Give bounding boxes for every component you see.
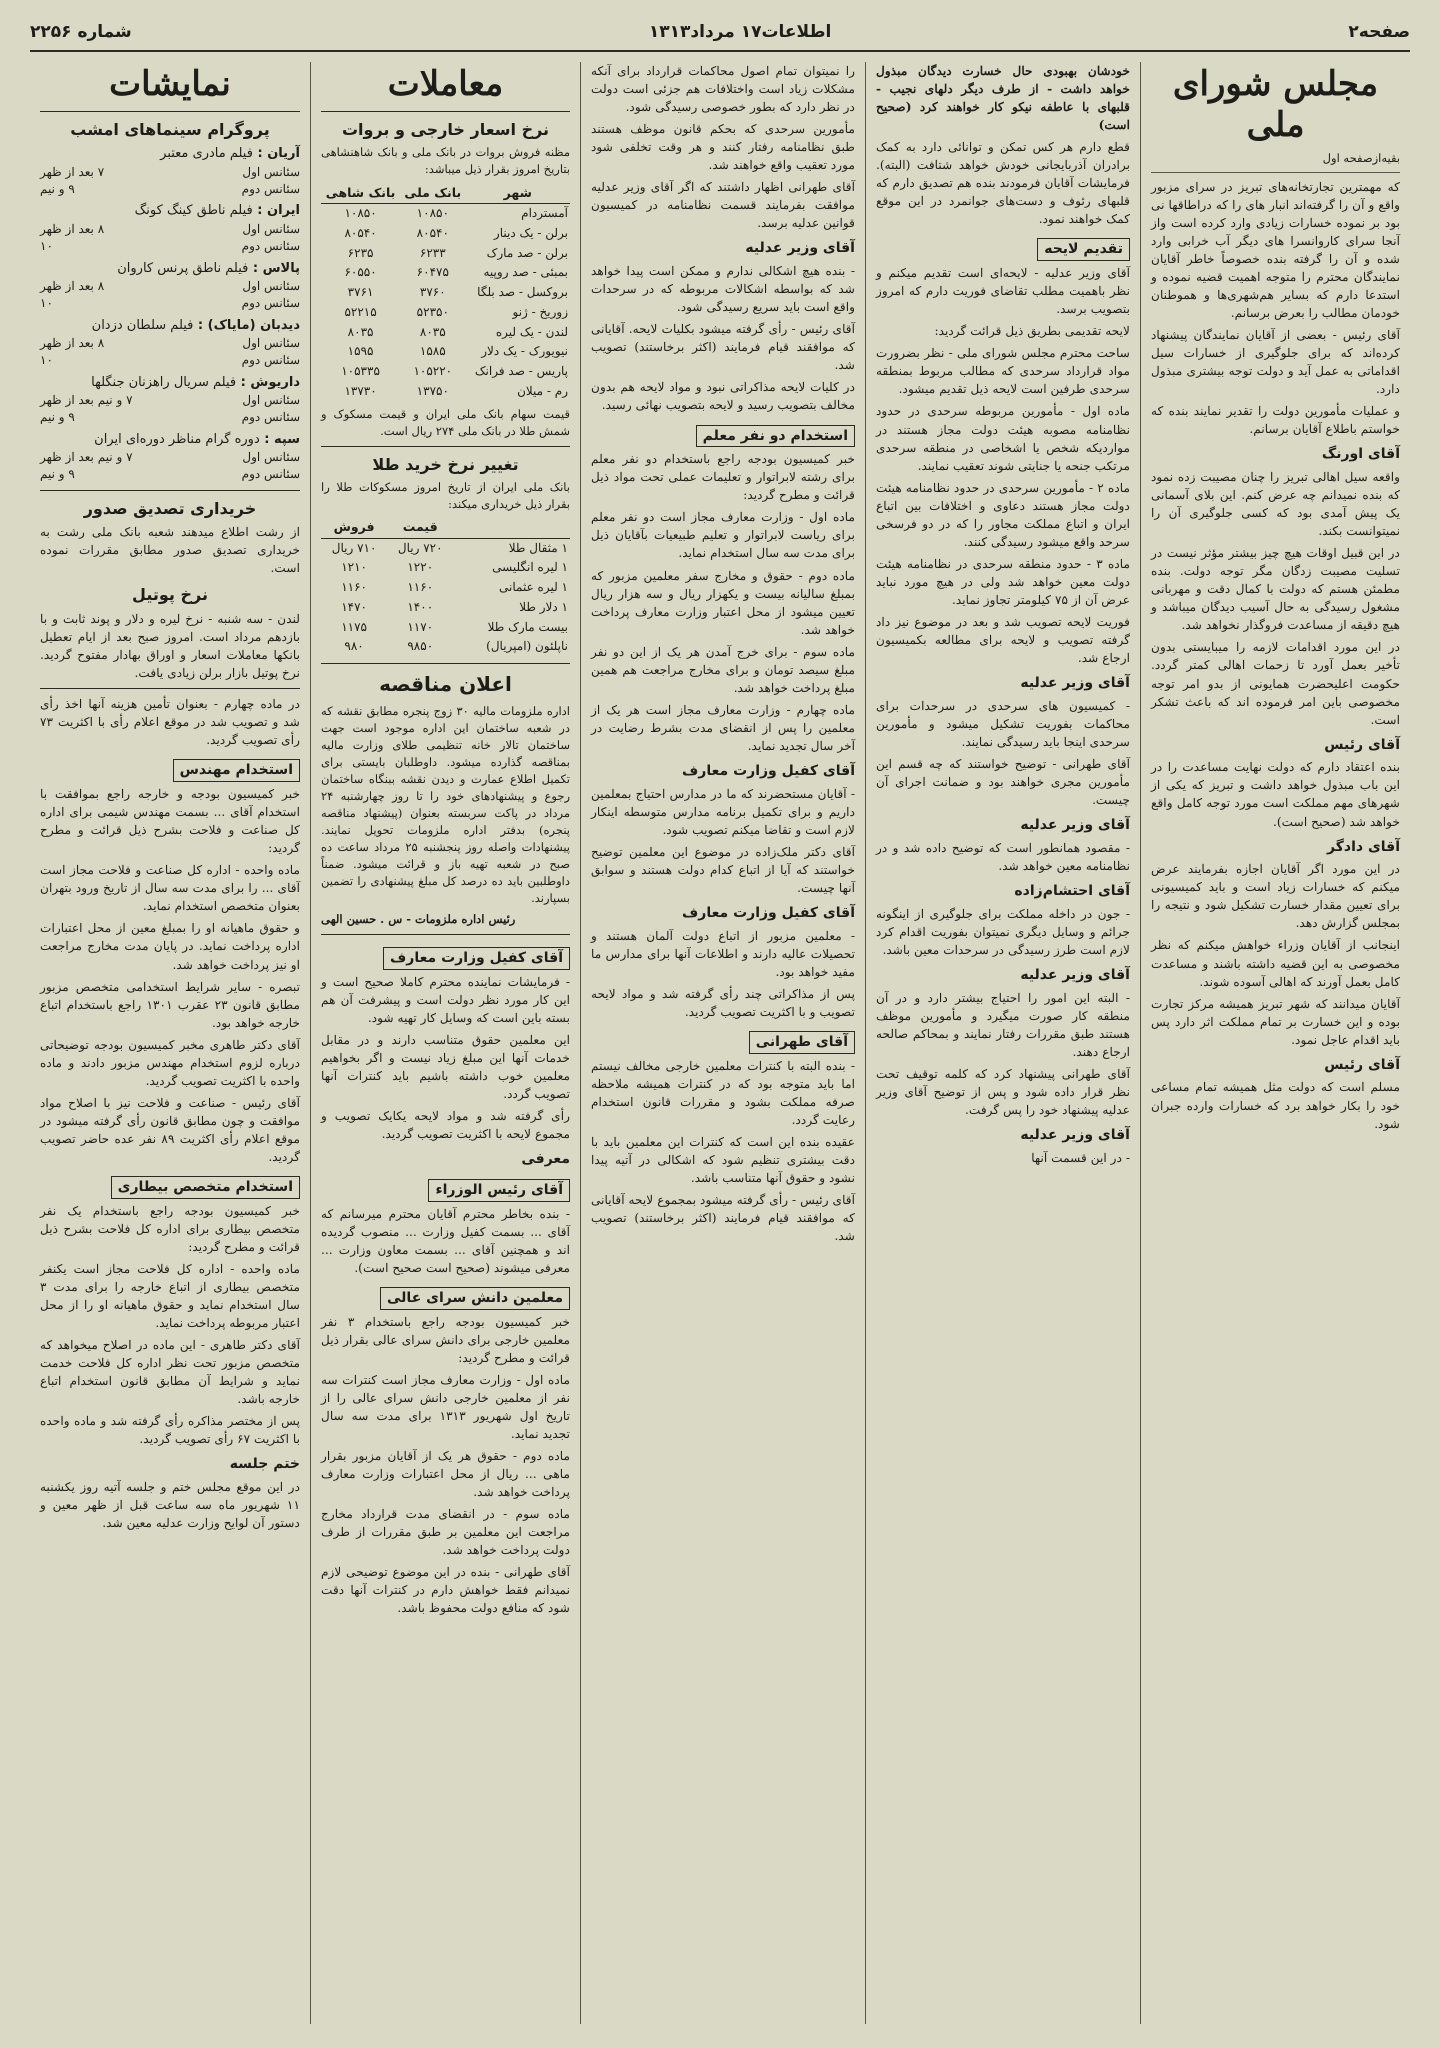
rates-note: قیمت سهام بانک ملی ایران و قیمت مسکوک و شمش طلا در بانک ملی ۲۷۴ ریال است.	[321, 406, 570, 438]
cell: ۶۰۴۷۵	[416, 265, 449, 280]
paragraph: خبر کمیسیون بودجه راجع باستخدام ۳ نفر معلمین خارجی برای دانش سرای عالی بقرار ذیل قرائت و مطرح گردید:	[321, 1314, 571, 1365]
cinema-name: داریوش	[250, 374, 300, 390]
paragraph: رأی گرفته شد و مواد لایحه یکایک تصویب و مجموع لایحه با اکثریت تصویب گردید.	[321, 1109, 570, 1142]
cell: ۸۰۳۵	[347, 324, 374, 339]
cinema-film: فیلم ناطق کینگ کونگ	[134, 203, 253, 219]
majlis-subtitle: بقیه‌ازصفحه اول	[1322, 150, 1400, 165]
export-certificate-heading: خریداری تصدیق صدور	[83, 498, 257, 518]
cell: ۱ لیره انگلیسی	[492, 560, 568, 575]
table-row	[321, 204, 570, 224]
session-time: ۷ و نیم بعد از ظهر	[40, 392, 133, 407]
column-majlis	[1140, 62, 1410, 2024]
divider	[1151, 172, 1400, 173]
cell: ۱۰۸۵۰	[416, 206, 449, 220]
paragraph: پس از مختصر مذاکره رأی گرفته شد و ماده واحده با اکثریت ۶۷ رأی تصویب گردید.	[40, 1414, 300, 1447]
cell: ۱۴۰۰	[407, 599, 434, 614]
paragraph: ماده چهارم - وزارت معارف مجاز است هر یک از معلمین را پس از انقضای مدت بشرط رضایت در آخر سال تجدید نماید.	[591, 702, 855, 753]
paragraph: - آقایان مستحضرند که ما در مدارس احتیاج بمعلمین داریم و برای تکمیل برنامه مدارس متوسطه اینکار لازم است و تقاضا میکنم تصویب شود.	[591, 786, 855, 837]
paragraph: ماده دوم - حقوق و مخارج سفر معلمین مزبور که بمبلغ سالیانه بیست و یکهزار ریال و سه هزار ریال تعیین میشود از محل اعتبار وزارت معارف پرداخت خواهد شد.	[591, 568, 855, 637]
section-heading-introduction: معرفی	[521, 1151, 570, 1168]
cell: زوریخ - ژنو	[512, 304, 568, 319]
tender-heading: اعلان مناقصه	[379, 672, 512, 697]
exchange-rates-table	[321, 183, 570, 402]
divider	[40, 490, 300, 491]
column-header	[453, 517, 570, 538]
paragraph: لندن - سه شنبه - نرخ لیره و دلار و پوند ثابت و با بازدهم مرداد است. امروز صبح بعد از ایام تعطیل بانکها معاملات اسعار و اوراق بهادار مفتوح گردید. نرخ پوتیل بازار برلن زیادی یافت.	[40, 612, 300, 681]
paragraph: آقای دکتر ملک‌زاده در موضوع این معلمین توضیح خواستند که آیا از اتباع کدام دولت هستند و سوابق آنها چیست.	[591, 844, 855, 895]
divider	[321, 446, 570, 447]
transactions-title: معاملات	[387, 64, 504, 104]
cinema-entry: دیدبان (مایاک) : فیلم سلطان دزدان سئانس اول ۸ بعد از ظهر سئانس دوم ۱۰	[40, 316, 300, 370]
cell: ۱ دلار طلا	[519, 599, 568, 614]
session-time: ۷ و نیم بعد از ظهر	[40, 449, 133, 464]
table-header-row	[321, 183, 570, 204]
session-time: ۹ و نیم	[40, 182, 75, 197]
paragraph: ماده سوم - در انقضای مدت قرارداد مخارج مراجعت این معلمین بر طبق مقررات از طرف دولت پرداخت خواهد شد.	[321, 1506, 570, 1558]
table-row	[321, 578, 570, 598]
cell: ۵۲۳۵۰	[416, 304, 449, 319]
paragraph: واقعه سیل اهالی تبریز را چنان مصیبت زده نمود که بنده نمیدانم چه عرض کنم. این بلای آسمانی یک پیش آمدی بود که کسی جلوگیری آن را نمیتوانست بکند.	[1151, 469, 1400, 539]
paragraph: ماده ۲ - مأمورین سرحدی در حدود نظامنامه هیئت دولت مجاز هستند دعاوی و اختلافات بین اتباع ایران و اتباع مملکت مجاور را که در دو فرسخی سرحد واقع میشود رسیدگی کنند.	[876, 480, 1131, 549]
table-row	[321, 538, 570, 558]
cinema-entry: پالاس : فیلم ناطق پرنس کاروان سئانس اول ۸ بعد از ظهر سئانس دوم ۱۰	[40, 259, 300, 313]
gold-rates-table	[321, 517, 570, 657]
cinema-entry: آریان : فیلم مادری معتبر سئانس اول ۷ بعد از ظهر سئانس دوم ۹ و نیم	[40, 144, 300, 198]
divider	[321, 663, 570, 664]
session-time: ۸ بعد از ظهر	[40, 221, 105, 236]
cell: ۱۵۸۵	[419, 344, 446, 359]
paragraph: ماده اول - وزارت معارف مجاز است کنترات سه نفر از معلمین خارجی دانش سرای عالی را از تاریخ اول شهریور ۱۳۱۳ برای مدت سه سال تجدید نماید.	[321, 1372, 570, 1441]
divider	[40, 111, 300, 112]
table-row	[321, 342, 570, 362]
paragraph: اینجانب از آقایان وزراء خواهش میکنم که نظر مخصوصی به این قضیه داشته باشند و مساعدت کامل بعمل آورند که اهالی آسوده شوند.	[1151, 938, 1400, 989]
section-heading-teachers: استخدام دو نفر معلم	[696, 425, 855, 448]
paragraph: در ماده چهارم - بعنوان تأمین هزینه آنها اخذ رأی شد و تصویب شد در موقع اعلام رأی با اکثریت ۷۳ رأی تصویب گردید.	[40, 697, 300, 748]
paragraph: و عملیات مأمورین دولت را تقدیر نمایند بنده که خواستم باطلاع آقایان برسانم.	[1151, 404, 1400, 437]
paragraph: ساحت محترم مجلس شورای ملی - نظر بضرورت مواد قرارداد سرحدی که مطالب مربوط بمنطقه سرحدی طرفین است لایحه ذیل تقدیم میشود.	[876, 346, 1130, 397]
paragraph: - مقصود همانطور است که توضیح داده شد و در نظامنامه معین خواهد شد.	[876, 840, 1130, 873]
paragraph: ماده ۳ - حدود منطقه سرحدی در نظامنامه هیئت دولت معین خواهد شد ولی در هیچ مورد نباید عرض آن از ۷۵ کیلومتر تجاوز نماید.	[876, 556, 1131, 607]
column-bills	[865, 62, 1140, 2024]
cell: بمبئی - صد روپیه	[483, 265, 568, 280]
column-header: شهر	[465, 183, 570, 204]
cinema-name: آریان	[267, 146, 300, 162]
paragraph: از رشت اطلاع میدهند شعبه بانک ملی رشت به خریداری تصدیق صدور مطابق مقررات نموده است.	[40, 525, 300, 576]
table-row	[321, 382, 570, 402]
cell: ۱ مثقال طلا	[508, 540, 568, 555]
cell: لندن - یک لیره	[495, 324, 568, 339]
paragraph: ماده واحده - اداره کل فلاحت مجاز است یکنفر متخصص بیطاری از اتباع خارجه را برای مدت ۳ سال استخدام نماید و حقوق ماهیانه او را از محل اعتبار مربوطه پرداخت نماید.	[40, 1261, 300, 1331]
cinema-entry: داریوش : فیلم سریال راهزنان جنگلها سئانس اول ۷ و نیم بعد از ظهر سئانس دوم ۹ و نیم	[40, 373, 300, 427]
column-header: بانک شاهی	[321, 183, 400, 204]
table-row	[321, 637, 570, 657]
session-time: ۱۰	[40, 239, 53, 254]
cinema-film: فیلم سلطان دزدان	[91, 317, 194, 333]
speaker-heading: آقای احتشام‌زاده	[1014, 882, 1130, 899]
paragraph: آقای رئیس - رأی گرفته میشود بمجموع لایحه آقایانی که موافقند قیام فرمایند (اکثر برخاستند) تصویب شد.	[591, 1192, 855, 1244]
section-heading-higher-teachers: معلمین دانش سرای عالی	[380, 1287, 570, 1310]
section-heading-session-end: ختم جلسه	[229, 1456, 300, 1473]
cinema-name: ایران	[267, 203, 300, 219]
paragraph: مأمورین سرحدی که بحکم قانون موظف هستند طبق نظامنامه رفتار کنند و هر وقت تخلفی شود مورد تعقیب واقع خواهند شد.	[591, 122, 855, 173]
cell: پاریس - صد فرانک	[474, 364, 568, 378]
speaker-heading: آقای طهرانی	[749, 1031, 855, 1054]
cell: ۱۰۸۵۰	[344, 206, 377, 220]
paragraph: ماده اول - مأمورین مربوطه سرحدی در حدود نظامنامه مصوبه هیئت دولت مجاز هستند در مواردیکه شخص یا اشخاصی در منطقه سرحدی مرتکب جنحه یا جنایتی شوند تعقیب نمایند.	[876, 404, 1130, 473]
table-row	[321, 244, 570, 264]
session-label: سئانس دوم	[241, 296, 300, 311]
cell: ۱۱۶۰	[407, 580, 434, 595]
column-header: بانک ملی	[400, 183, 465, 204]
paragraph: - در این قسمت آنها	[1031, 1150, 1130, 1165]
tender-text: اداره ملزومات مالیه ۳۰ زوج پنجره مطابق نقشه که در شعبه ساختمان این اداره موجود است جهت ساختمان تالار خانه تنظیمی طلای وزارت مالیه بمناقصه گذارده میشود. داوطلبان بایستی برای تکمیل اطلاع عمارت و دیدن نقشه ببنگاه ساختمان رجوع و پیشنهادهای خود را تا روز چهارشنبه ۲۴ مرداد در پاکت سربسته بعنوان (پیشنهاد مناقصه پنجره) بدفتر اداره ملزومات تحویل نمایند. پیشنهادات واصله روز پنجشنبه ۲۵ مرداد ساعت ده صبح در شعبه تهیه باز و قرائت میشود. ضمناً داوطلبین باید ده درصد کل مبلغ پیشنهادی را تضمین بسپارند.	[321, 703, 570, 905]
cell: ۸۰۵۴۰	[344, 225, 377, 240]
table-row	[321, 303, 570, 323]
speaker-heading: آقای وزیر عدلیه	[1020, 675, 1130, 692]
speaker-heading: آقای وزیر عدلیه	[1020, 966, 1130, 983]
cell: ۱۱۷۵	[341, 619, 367, 634]
page-number: صفحه۲	[1348, 22, 1410, 42]
cinema-film: فیلم ناطق پرنس کاروان	[117, 260, 249, 276]
paragraph: ماده سوم - برای خرج آمدن هر یک از این دو نفر مبلغ سیصد تومان و برای مخارج مراجعت هم همین مبلغ پرداخت خواهد شد.	[591, 644, 855, 695]
cell: ۳۷۶۱	[347, 285, 374, 299]
speaker-heading: آقای کفیل وزارت معارف	[682, 762, 855, 779]
cell: ۱۲۱۰	[341, 560, 367, 575]
paragraph: پس از مذاکراتی چند رأی گرفته شد و مواد لایحه تصویب و با اکثریت تصویب گردید.	[591, 986, 855, 1019]
cell: ۸۰۵۴۰	[416, 225, 449, 240]
session-label: سئانس اول	[242, 392, 300, 407]
column-transactions	[310, 62, 580, 2024]
session-time: ۸ بعد از ظهر	[40, 335, 105, 350]
paragraph: و حقوق ماهیانه او را بمبلغ معین از محل اعتبارات اداره پرداخت نماید. در پایان مدت مخارج مراجعت او نیز پرداخت خواهد شد.	[40, 921, 300, 972]
cell: ۱ لیره عثمانی	[499, 580, 568, 595]
column-shows	[30, 62, 310, 2024]
shows-title: نمایشات	[109, 64, 231, 104]
cell: ۱۰۵۳۳۵	[341, 364, 380, 378]
cell: رم - میلان	[517, 383, 568, 398]
issue-number: شماره ۲۲۵۶	[30, 22, 132, 42]
paragraph: آقای طهرانی اظهار داشتند که اگر آقای وزیر عدلیه موافقت بفرمایند قسمت نظامنامه در کمیسیون قوانین عدلیه برسد.	[591, 180, 855, 231]
session-label: سئانس دوم	[241, 239, 300, 254]
column-header: فروش	[321, 517, 387, 538]
tender-signature: رئیس اداره ملزومات - س . حسین الهی	[321, 912, 516, 927]
speaker-heading: آقای وزیر عدلیه	[1020, 817, 1130, 834]
speaker-heading: آقای رئیس	[1324, 736, 1400, 753]
paragraph: در این مورد اگر آقایان اجازه بفرمایند عرض میکنم که خسارات زیاد است و باید کمیسیونی برای تعیین مقدار خسارت تشکیل شود و نتیجه را بمجلس گزارش دهد.	[1151, 862, 1400, 931]
paragraph: آقای طهرانی پیشنهاد کرد که کلمه توقیف تحت نظر قرار داده شود و پس از توضیح آقای وزیر عدلیه پیشنهاد خود را پس گرفت.	[876, 1066, 1130, 1117]
table-row	[321, 558, 570, 578]
divider	[321, 111, 570, 112]
speaker-heading: آقای کفیل وزارت معارف	[383, 947, 570, 970]
cinema-name: پالاس	[262, 260, 300, 276]
cinema-name: دیدبان (مایاک)	[207, 317, 300, 333]
session-time: ۸ بعد از ظهر	[40, 278, 105, 293]
session-label: سئانس دوم	[241, 410, 300, 425]
table-header-row	[321, 517, 570, 538]
cell: آمستردام	[521, 206, 568, 220]
session-label: سئانس دوم	[241, 182, 300, 197]
cell: ناپلئون (امپریال)	[486, 639, 568, 654]
speaker-heading: آقای دادگر	[1327, 838, 1400, 855]
column-header: قیمت	[387, 517, 453, 538]
cinema-film: فیلم مادری معتبر	[160, 146, 253, 162]
session-label: سئانس اول	[242, 164, 300, 179]
cell: بروکسل - صد بلگا	[477, 285, 568, 299]
paragraph: - جون در داخله مملکت برای جلوگیری از اینگونه جرائم و وسایل دیگری نمیتوان بفوریت اقدام کرد لازم است طرز رسیدگی در سرحدات معین باشد.	[876, 906, 1130, 957]
cinema-entry: سپه : دوره گرام مناظر دوره‌ای ایران سئانس اول ۷ و نیم بعد از ظهر سئانس دوم ۹ و نیم	[40, 430, 300, 484]
speaker-heading: آقای کفیل وزارت معارف	[682, 904, 855, 921]
cell: برلن - یک دینار	[493, 225, 568, 240]
table-row	[321, 263, 570, 283]
paragraph: آقای دکتر طاهری - این ماده در اصلاح میخواهد که متخصص مزبور تحت نظر اداره کل فلاحت خدمت نماید و شرایط آن مطابق قانون استخدام اتباع خارجه باشد.	[40, 1338, 300, 1407]
gold-intro: بانک ملی ایران از تاریخ امروز مسکوکات طلا را بقرار ذیل خریداری میکند:	[321, 480, 570, 512]
cinema-film: فیلم سریال راهزنان جنگلها	[91, 374, 237, 390]
session-label: سئانس اول	[242, 335, 300, 350]
cinema-name: سپه	[274, 431, 300, 447]
cell: ۹۸۰	[344, 639, 364, 654]
cell: ۱۴۷۰	[341, 599, 367, 614]
paragraph: این معلمین حقوق متناسب دارند و در مقابل خدمات آنها این مبلغ زیاد نیست و اگر بخواهیم معلمین خوب داشته باشیم باید کنترات آنها تصویب گردد.	[321, 1032, 570, 1102]
cell: ۱۱۶۰	[341, 580, 367, 595]
cell: ۶۲۳۳	[419, 245, 446, 260]
cell: ۱۱۷۰	[407, 619, 434, 634]
cell: نیویورک - یک دلار	[481, 344, 568, 359]
paragraph: لایحه تقدیمی بطریق ذیل قرائت گردید:	[934, 324, 1130, 339]
cell: ۱۳۷۳۰	[344, 383, 377, 398]
cell: ۷۲۰ ریال	[397, 540, 443, 555]
paragraph: قطع دارم هر کس تمکن و توانائی دارد به کمک برادران آذربایجانی خودش خواهد شتافت (البته). فرمایشات آقایان فرمودند بنده هم تصدیق دارم که قلبهای رئوف و دست‌های جوانمرد در این موقع کمک خواهند نمود.	[876, 140, 1130, 227]
paragraph: در این موقع مجلس ختم و جلسه آتیه روز یکشنبه ۱۱ شهریور ماه سه ساعت قبل از ظهر معین و دستور آن لوایح وزارت عدلیه معین شد.	[40, 1480, 300, 1531]
rates-intro: مظنه فروش بروات در بانک ملی و بانک شاهنشاهی بتاریخ امروز بقرار ذیل میباشد:	[321, 145, 570, 177]
paragraph: - بنده البته با کنترات معلمین خارجی مخالف نیستم اما باید متوجه بود که در کنترات همیشه ملاحظه صرفه مملکت بشود و مقررات قانون استخدام رعایت گردد.	[591, 1058, 855, 1127]
speaker-heading: آقای اورنگ	[1321, 446, 1400, 463]
paragraph: تبصره - سایر شرایط استخدامی متخصص مزبور مطابق قانون ۲۳ عقرب ۱۳۰۱ راجع باستخدام اتباع خارجه خواهد بود.	[40, 979, 300, 1030]
masthead	[30, 14, 1410, 52]
session-label: سئانس اول	[242, 221, 300, 236]
paragraph: خبر کمیسیون بودجه و خارجه راجع بموافقت با استخدام آقای ... بسمت مهندس شیمی برای اداره کل صناعت و فلاحت بشرح ذیل قرائت و مطرح گردید:	[40, 787, 300, 856]
table-row	[321, 283, 570, 303]
cell: ۵۲۲۱۵	[344, 304, 377, 319]
table-row	[321, 323, 570, 343]
speaker-heading: آقای رئیس	[1324, 1056, 1400, 1073]
cell: ۶۰۵۵۰	[344, 265, 377, 280]
paragraph: ماده اول - وزارت معارف مجاز است دو نفر معلم برای ریاست لابراتوار و تعلیم طبیعیات بآقایان ذیل برای مدت سه سال استخدام نماید.	[591, 510, 855, 561]
paragraph: که مهمترین تجارتخانه‌های تبریز در سرای مزبور واقع و آن را گرفته‌اند انبار های را که دراطاقها نی بود بر نموده خسارات زیادی وارد کرده است واز آنجا سرای کاروانسرا های دیگر آب خرابی وارد شده و آن را گرفته بنده خصوصاً خاطر آقایان نمایندگان محترم را متوجه اهمیت قضیه نموده و استدعا دارم که بسایر هم‌شهری‌ها و هموطنان خودمان مطالب را بعرض برسانم.	[1151, 179, 1400, 320]
section-heading-veterinary: استخدام متخصص بیطاری	[111, 1176, 300, 1199]
paragraph: آقای طهرانی - توضیح خواستند که چه قسم این مأمورین مجری خواهند بود و ضمانت اجرای آن چیست.	[876, 756, 1130, 808]
paragraph: - فرمایشات نماینده محترم کاملا صحیح است و این کار مورد نظر دولت است و پیشرفت آن هم بسته باین است که وسایل کار تهیه شود.	[321, 974, 570, 1025]
paragraph: ماده واحده - اداره کل صناعت و فلاحت مجاز است آقای ... را برای مدت سه سال از تاریخ ورود بتهران بعنوان متخصص استخدام نماید.	[40, 863, 300, 914]
table-row	[321, 224, 570, 244]
divider	[321, 934, 570, 935]
paragraph: ماده دوم - حقوق هر یک از آقایان مزبور بقرار ماهی ... ریال از محل اعتبارات وزارت معارف پرداخت خواهد شد.	[321, 1448, 570, 1499]
intro-paragraph: خودشان بهبودی حال خسارت دیدگان مبذول خواهد داشت - از طرف دیگر دلهای نجیب - قلبهای با عاطفه نیکو کار خواهند کرد (صحیح است)	[876, 64, 1130, 133]
session-label: سئانس دوم	[241, 353, 300, 368]
session-label: سئانس دوم	[241, 467, 300, 482]
cell: ۱۵۹۵	[347, 344, 374, 359]
paragraph: - بنده بخاطر محترم آقایان محترم میرسانم که آقای ... بسمت کفیل وزارت ... منصوب گردیده اند و همچنین آقای ... بسمت معاون وزارت ... معرفی میشوند (صحیح است صحیح است).	[321, 1206, 570, 1275]
session-label: سئانس اول	[242, 449, 300, 464]
table-row	[321, 618, 570, 638]
paragraph: - معلمین مزبور از اتباع دولت آلمان هستند و تحصیلات عالیه دارند و اطلاعات آنها برای مدارس ما مفید خواهد بود.	[591, 928, 855, 979]
paragraph: - کمیسیون های سرحدی در سرحدات برای محاکمات بفوریت تشکیل میشود و مأمورین سرحدی اینجا باید رسیدگی نمایند.	[876, 698, 1130, 749]
table-row	[321, 598, 570, 618]
gold-heading: تغییر نرخ خرید طلا	[372, 454, 519, 474]
paragraph: آقای دکتر طاهری مخبر کمیسیون بودجه توضیحاتی درباره لزوم استخدام مهندس مزبور دادند و ماده واحده با اکثریت تصویب گردید.	[40, 1037, 300, 1088]
session-time: ۹ و نیم	[40, 467, 75, 482]
cell: بیست مارک طلا	[487, 619, 568, 634]
cell: ۶۲۳۵	[347, 245, 374, 260]
cell: ۱۲۲۰	[407, 560, 434, 575]
paragraph: عقیده بنده این است که کنترات این معلمین باید با دقت بیشتری تنظیم شود که اشکالی در آتیه پیدا نشود و حقوق آنها متناسب باشد.	[591, 1134, 855, 1185]
paragraph: در این مورد اقدامات لازمه را میبایستی بدون تأخیر بعمل آورد تا زحمات اهالی کمتر گردد. حکومت اعلیحضرت همایونی از بدو امر توجه مخصوصی باین امر فرموده اند که باعث تشکر است.	[1151, 640, 1400, 727]
cell: ۷۱۰ ریال	[331, 540, 377, 555]
paragraph: آقای رئیس - صناعت و فلاحت نیز با اصلاح مواد موافقت و چون مطابق قانون رأی گرفته میشود در موقع اعلام رأی اکثریت ۸۹ نفر عده حاضر تصویب گردید.	[40, 1095, 300, 1164]
speaker-heading: آقای وزیر عدلیه	[1020, 1126, 1130, 1143]
columns	[30, 62, 1410, 2024]
majlis-title: مجلس شورای ملی	[1172, 64, 1379, 145]
rates-heading: نرخ اسعار خارجی و بروات	[341, 119, 550, 139]
paragraph: مسلم است که دولت مثل همیشه تمام مساعی خود را بکار خواهد برد که خسارات وارده جبران شود.	[1151, 1080, 1400, 1131]
session-time: ۱۰	[40, 353, 53, 368]
paragraph: آقای رئیس - رأی گرفته میشود بکلیات لایحه. آقایانی که موافقند قیام فرمایند (اکثر برخاستند) تصویب شد.	[591, 322, 855, 373]
session-label: سئانس اول	[242, 278, 300, 293]
section-heading-engineer: استخدام مهندس	[173, 759, 300, 782]
session-time: ۹ و نیم	[40, 410, 75, 425]
speaker-heading: آقای رئیس الوزراء	[428, 1179, 570, 1202]
cinema-program-heading: پروگرام سینماهای امشب	[70, 119, 270, 139]
cinema-film: دوره گرام مناظر دوره‌ای ایران	[94, 431, 260, 447]
paragraph: را نمیتوان تمام اصول محاکمات قرارداد برای آنکه مشکلات زیاد است واختلافات هم جزئی است دولت در نظر دارد که بطور خصوصی رسیدگی شود.	[591, 64, 855, 115]
paragraph: فوریت لایحه تصویب شد و بعد در موضوع نیز داد گرفته تصویب و لایحه برای مطالعه بکمیسیون ارجاع شد.	[876, 614, 1130, 666]
session-time: ۷ بعد از ظهر	[40, 164, 105, 179]
cinema-entry: ایران : فیلم ناطق کینگ کونگ سئانس اول ۸ بعد از ظهر سئانس دوم ۱۰	[40, 201, 300, 255]
cell: ۹۸۵۰	[407, 639, 434, 654]
paragraph: - البته این امور را احتیاج بیشتر دارد و در آن منطقه کار صورت میگیرد و مأمورین موظف هستند طبق مقررات رفتار نمایند و بمحاکم صالحه ارجاع دهند.	[876, 990, 1130, 1059]
speaker-heading: آقای وزیر عدلیه	[745, 240, 855, 257]
cell: ۳۷۶۰	[419, 285, 446, 299]
divider	[40, 688, 300, 689]
rates-news-heading: نرخ پوتیل	[132, 585, 208, 605]
cell: ۱۳۷۵۰	[416, 383, 449, 398]
paragraph: خبر کمیسیون بودجه راجع باستخدام دو نفر معلم برای رشته لابراتوار و تعلیمات عملی تحت مواد ذیل قرائت و مطرح گردید:	[591, 452, 855, 503]
cell: ۱۰۵۲۲۰	[413, 364, 453, 378]
paragraph: خبر کمیسیون بودجه راجع باستخدام یک نفر متخصص بیطاری برای اداره کل فلاحت بشرح ذیل قرائت و مطرح گردید:	[40, 1203, 300, 1254]
paragraph: آقایان میدانند که شهر تبریز همیشه مرکز تجارت بوده و این خسارت بر تمام مملکت اثر دارد پس باید اقدام عاجل نمود.	[1151, 996, 1400, 1047]
paragraph: آقای وزیر عدلیه - لایحه‌ای است تقدیم میکنم و نظر باهمیت مطلب تقاضای فوریت دارم که امروز بتصویب برسد.	[876, 266, 1130, 317]
column-teachers	[580, 62, 865, 2024]
paragraph: بنده اعتقاد دارم که دولت نهایت مساعدت را در این باب مبذول خواهد داشت و تبریز که یکی از شهرهای مهم مملکت است مورد توجه کامل واقع خواهد شد (صحیح است).	[1151, 760, 1400, 829]
cell: ۸۰۳۵	[419, 324, 446, 339]
issue-date: اطلاعات۱۷ مرداد۱۳۱۳	[648, 22, 832, 42]
table-row	[321, 362, 570, 382]
paragraph: آقای طهرانی - بنده در این موضوع توضیحی لازم نمیدانم فقط خواهش دارم در کنترات آنها دقت شود که منافع دولت محفوظ باشد.	[321, 1565, 570, 1616]
session-time: ۱۰	[40, 296, 53, 311]
section-heading-bill: تقدیم لایحه	[1037, 238, 1130, 261]
cell: برلن - صد مارک	[486, 245, 568, 260]
paragraph: در کلیات لایحه مذاکراتی نبود و مواد لایحه هم بدون مخالف بتصویب رسید و لایحه بتصویب نهائی رسید.	[591, 380, 855, 413]
paragraph: آقای رئیس - بعضی از آقایان نمایندگان پیشنهاد کرده‌اند که برای جلوگیری از خسارات سیل اقداماتی به عمل آید و دولت توجه بیشتری مبذول دارد.	[1151, 327, 1400, 397]
paragraph: در این قبیل اوقات هیچ چیز بیشتر مؤثر نیست در تسلیت مصیبت زدگان مگر توجه دولت. بنده مطمئن هستم که دولت با کمال دقت و مهربانی مشغول رسیدگی به حال آسیب دیدگان میباشد و هیچ دقیقه از مساعدت فروگذار نخواهد شد.	[1151, 546, 1400, 633]
paragraph: - بنده هیچ اشکالی ندارم و ممکن است پیدا خواهد شد که بواسطه اشکالات مربوطه که در سرحدات واقع است باید سریع رسیدگی شود.	[591, 264, 855, 315]
